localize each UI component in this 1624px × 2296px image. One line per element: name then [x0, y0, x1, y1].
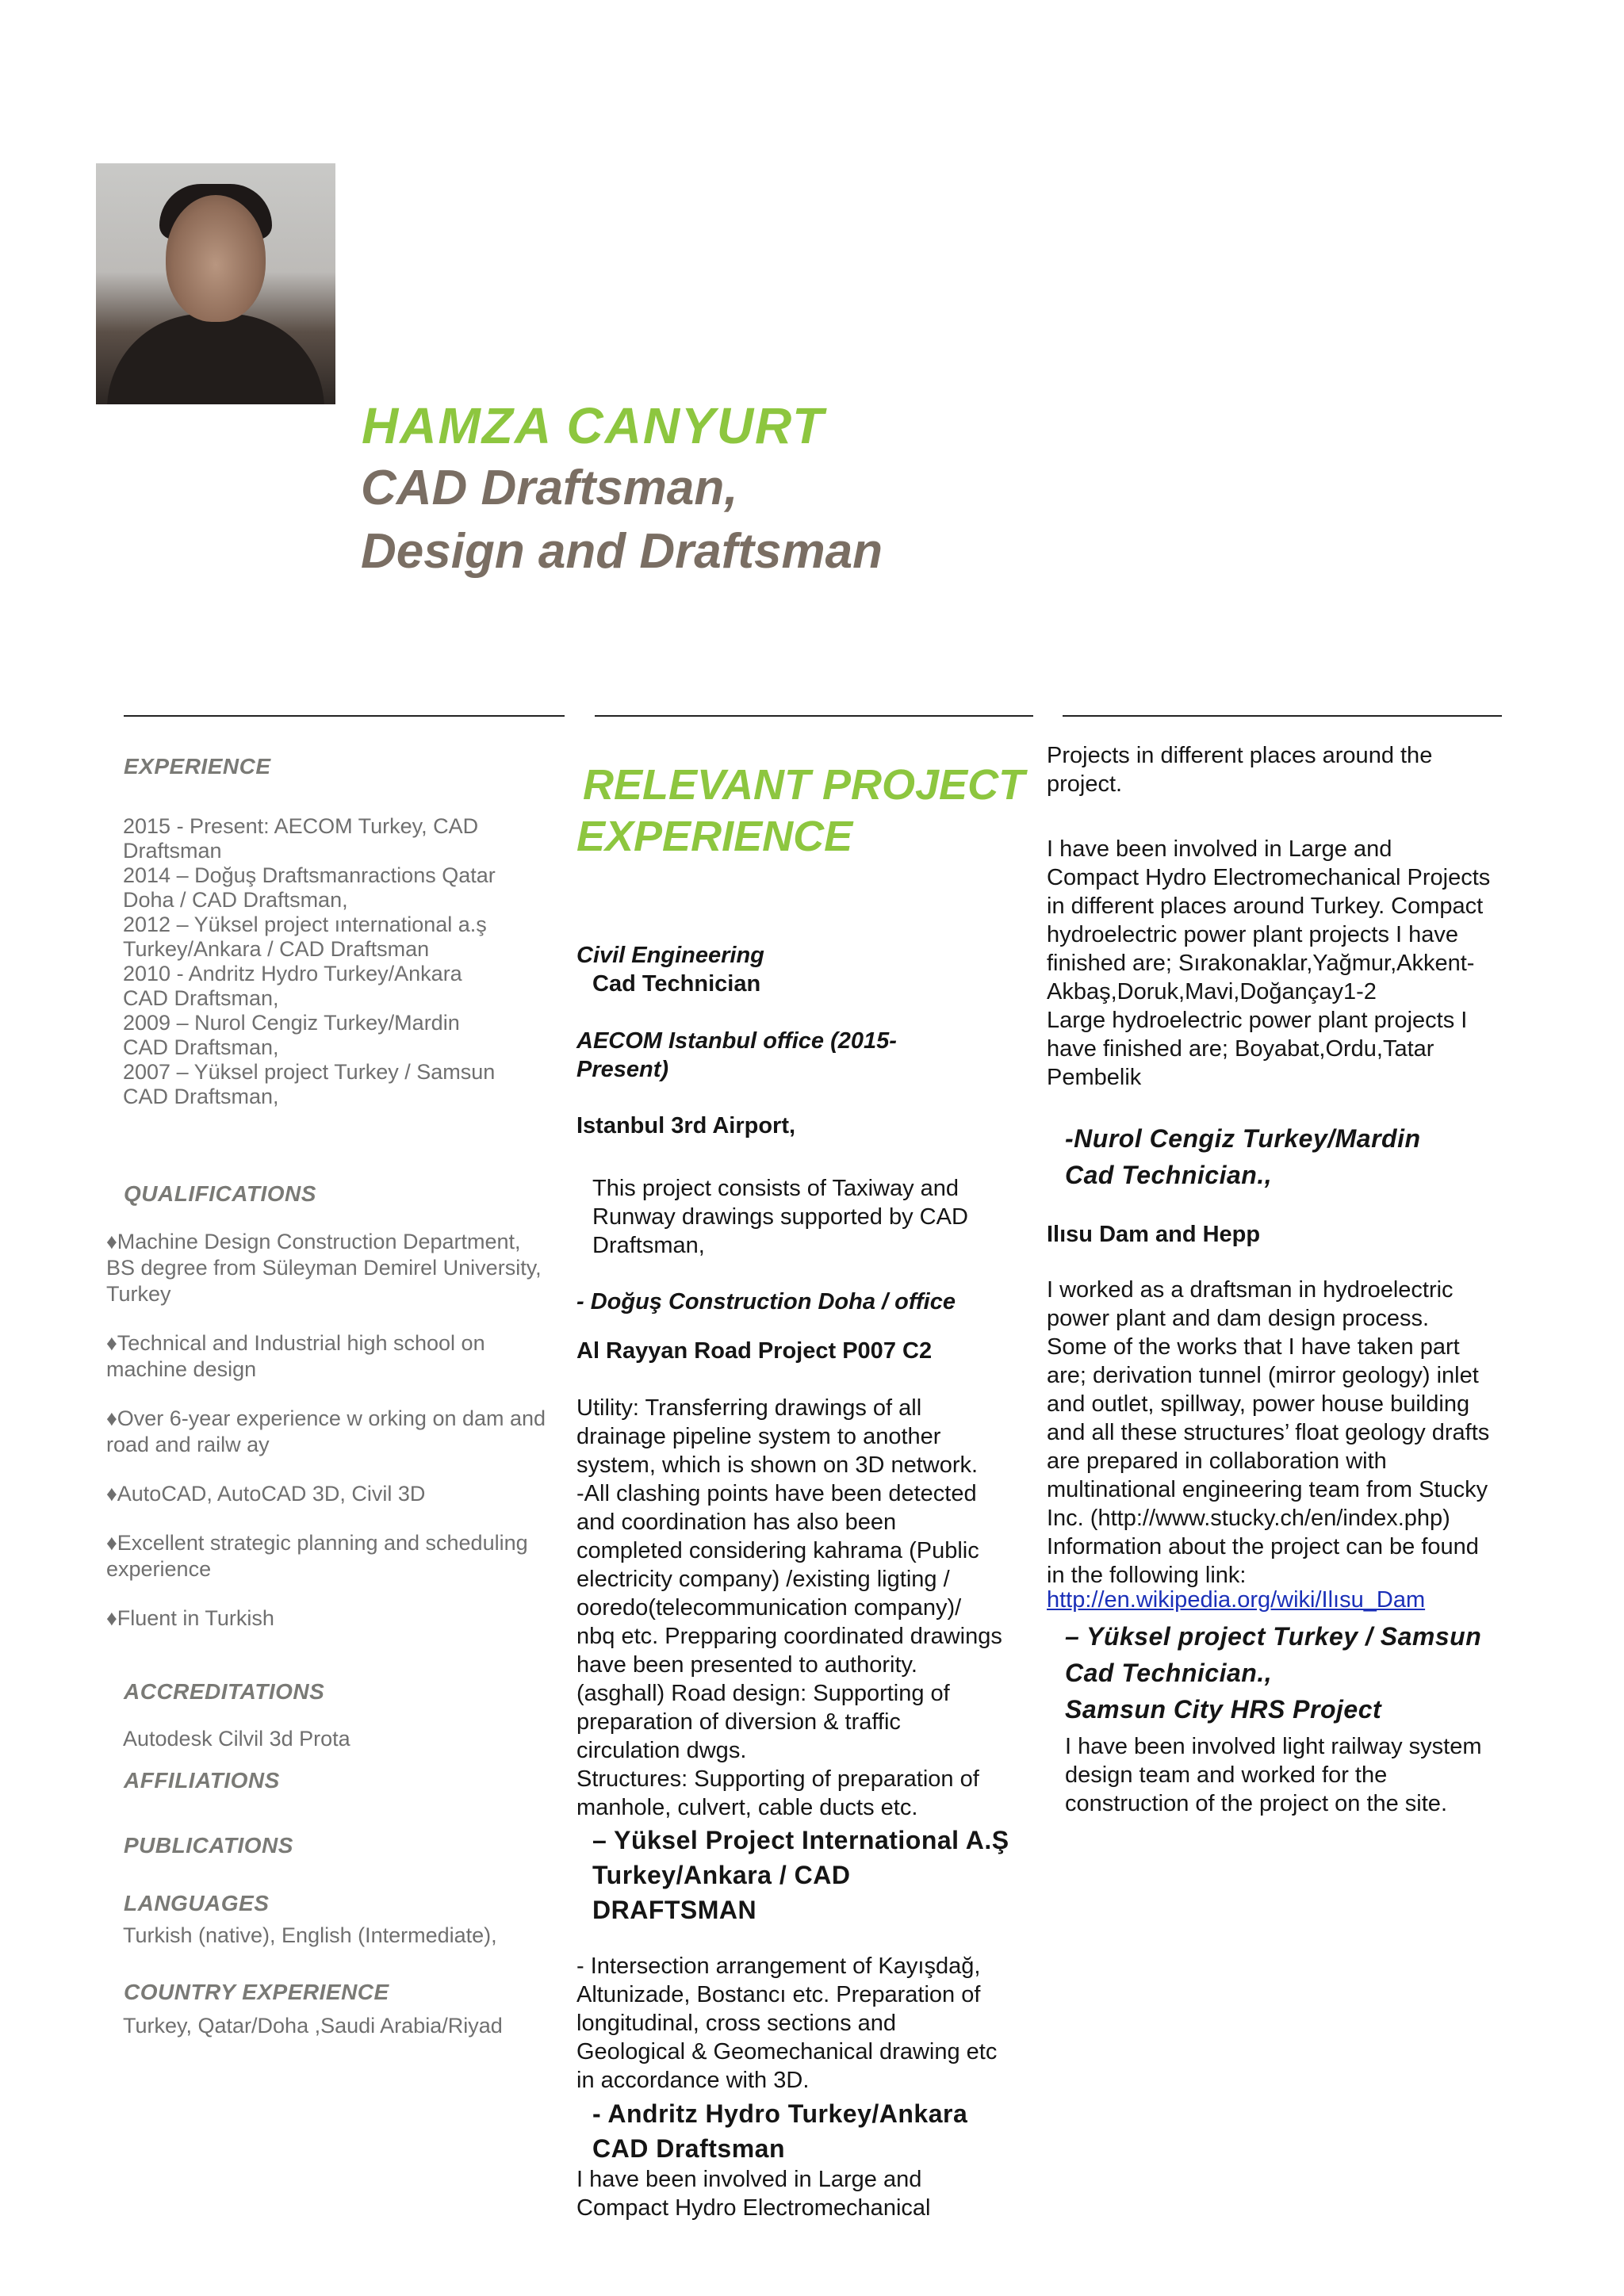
experience-line: Draftsman — [123, 839, 222, 863]
experience-line: 2012 – Yüksel project ınternational a.ş — [123, 913, 487, 936]
description-line: have finished are; Boyabat,Ordu,Tatar — [1047, 1036, 1434, 1062]
qualification-line: BS degree from Süleyman Demirel University, — [106, 1256, 542, 1280]
description-line: longitudinal, cross sections and — [576, 2011, 897, 2036]
experience-line: Doha / CAD Draftsman, — [123, 888, 348, 912]
description-line: I have been involved light railway system — [1065, 1734, 1482, 1759]
projects-places-text — [1047, 741, 1522, 798]
ilisu-title: Ilısu Dam and Hepp — [1047, 1222, 1261, 1247]
languages-title: LANGUAGES — [124, 1891, 270, 1915]
publications-title: PUBLICATIONS — [124, 1833, 293, 1858]
description-line: - Intersection arrangement of Kayışdağ, — [576, 1954, 981, 1979]
description-line: system, which is shown on 3D network. — [576, 1452, 979, 1478]
relevant-project-title-1: RELEVANT PROJECT — [583, 761, 1025, 809]
dogus-title: - Doğuş Construction Doha / office — [576, 1289, 956, 1314]
qualifications-title: QUALIFICATIONS — [124, 1181, 316, 1206]
yuksel-samsun-title-1: – Yüksel project Turkey / Samsun — [1065, 1622, 1482, 1651]
affiliations-title: AFFILIATIONS — [124, 1768, 280, 1793]
qualification-line: ♦ Machine Design Construction Department, — [106, 1229, 566, 1255]
description-line: Runway drawings supported by CAD — [592, 1204, 968, 1230]
description-line: multinational engineering team from Stucky — [1047, 1477, 1488, 1502]
qualification-item — [106, 1406, 566, 1458]
description-line: and outlet, spillway, power house building — [1047, 1391, 1470, 1417]
description-line: are prepared in collaboration with — [1047, 1448, 1387, 1474]
qualification-line: experience — [106, 1557, 212, 1581]
aecom-line-1: AECOM Istanbul office (2015- — [576, 1028, 897, 1054]
description-line: Geological & Geomechanical drawing etc — [576, 2039, 998, 2064]
description-line: and coordination has also been — [576, 1510, 897, 1535]
divider-left — [124, 715, 565, 717]
description-line: Altunizade, Bostancı etc. Preparation of — [576, 1982, 981, 2007]
heading-line: - Andritz Hydro Turkey/Ankara — [592, 2099, 968, 2128]
heading-line: DRAFTSMAN — [592, 1896, 757, 1924]
qualification-line: ♦ AutoCAD, AutoCAD 3D, Civil 3D — [106, 1481, 566, 1507]
description-line: Inc. (http://www.stucky.ch/en/index.php) — [1047, 1506, 1450, 1531]
ilisu-description — [1047, 1276, 1522, 1590]
andritz-heading — [592, 2096, 967, 2166]
civil-engineering-label: Civil Engineering — [576, 943, 764, 968]
heading-line: CAD Draftsman — [592, 2134, 785, 2163]
description-line: completed considering kahrama (Public — [576, 1538, 979, 1563]
description-line: Some of the works that I have taken part — [1047, 1334, 1460, 1360]
experience-line: Turkey/Ankara / CAD Draftsman — [123, 937, 430, 961]
divider-middle — [595, 715, 1033, 717]
experience-line: CAD Draftsman, — [123, 1035, 279, 1059]
description-line: Compact Hydro Electromechanical — [576, 2195, 931, 2221]
accreditations-title: ACCREDITATIONS — [124, 1679, 325, 1704]
description-line: Information about the project can be found — [1047, 1534, 1479, 1559]
qualification-item — [106, 1530, 566, 1582]
relevant-project-title-2: EXPERIENCE — [576, 813, 853, 860]
description-line: preparation of diversion & traffic — [576, 1709, 901, 1735]
airport-title: Istanbul 3rd Airport, — [576, 1113, 796, 1138]
airport-description — [592, 1174, 968, 1260]
description-line: in different places around Turkey. Compact — [1047, 894, 1484, 919]
experience-title: EXPERIENCE — [124, 754, 271, 779]
description-line: Draftsman, — [592, 1233, 705, 1258]
yuksel-project-heading — [592, 1823, 1009, 1927]
andritz-description — [576, 2165, 930, 2222]
experience-line: 2010 - Andritz Hydro Turkey/Ankara — [123, 962, 462, 985]
experience-line: 2009 – Nurol Cengiz Turkey/Mardin — [123, 1011, 460, 1035]
candidate-name: HAMZA CANYURT — [362, 397, 825, 454]
experience-list — [123, 814, 567, 1109]
nurol-title-2: Cad Technician., — [1065, 1161, 1273, 1189]
divider-right — [1063, 715, 1502, 717]
heading-line: – Yüksel Project International A.Ş — [592, 1826, 1009, 1854]
profile-photo — [96, 163, 335, 404]
description-line: circulation dwgs. — [576, 1738, 747, 1763]
intersection-description — [576, 1952, 1036, 2095]
light-rail-description — [1065, 1732, 1525, 1818]
description-line: Utility: Transferring drawings of all — [576, 1395, 922, 1421]
yuksel-samsun-title-3: Samsun City HRS Project — [1065, 1695, 1382, 1724]
country-experience-title: COUNTRY EXPERIENCE — [124, 1980, 389, 2004]
utility-description — [576, 1394, 1036, 1822]
description-line: Large hydroelectric power plant projects I — [1047, 1008, 1468, 1033]
qualification-item — [106, 1605, 566, 1632]
description-line: Akbaş,Doruk,Mavi,Doğançay1-2 — [1047, 979, 1377, 1004]
description-line: Compact Hydro Electromechanical Projects — [1047, 865, 1491, 890]
experience-line: 2007 – Yüksel project Turkey / Samsun — [123, 1060, 496, 1084]
experience-line: 2015 - Present: AECOM Turkey, CAD — [123, 814, 479, 838]
description-line: Structures: Supporting of preparation of — [576, 1766, 979, 1792]
languages-text: Turkish (native), English (Intermediate), — [123, 1923, 497, 1947]
cad-technician-label: Cad Technician — [592, 971, 761, 997]
description-line: (asghall) Road design: Supporting of — [576, 1681, 950, 1706]
qualification-item — [106, 1229, 566, 1307]
aecom-line-2: Present) — [576, 1057, 669, 1082]
qualification-line: machine design — [106, 1357, 257, 1381]
experience-line: CAD Draftsman, — [123, 1085, 279, 1108]
description-line: are; derivation tunnel (mirror geology) inlet — [1047, 1363, 1479, 1388]
description-line: I have been involved in Large and — [576, 2167, 922, 2192]
qualification-line: ♦ Technical and Industrial high school on — [106, 1330, 566, 1357]
yuksel-samsun-title-2: Cad Technician., — [1065, 1659, 1273, 1687]
description-line: nbq etc. Prepparing coordinated drawings — [576, 1624, 1002, 1649]
heading-line: Turkey/Ankara / CAD — [592, 1861, 851, 1889]
nurol-title-1: -Nurol Cengiz Turkey/Mardin — [1065, 1124, 1421, 1153]
accreditations-text: Autodesk Cilvil 3d Prota — [123, 1727, 350, 1751]
description-line: in accordance with 3D. — [576, 2068, 810, 2093]
description-line: construction of the project on the site. — [1065, 1791, 1447, 1816]
role-line-2: Design and Draftsman — [361, 524, 883, 579]
qualification-item — [106, 1481, 566, 1507]
description-line: I worked as a draftsman in hydroelectric — [1047, 1277, 1454, 1303]
description-line: hydroelectric power plant projects I have — [1047, 922, 1459, 947]
description-line: electricity company) /existing ligting / — [576, 1567, 950, 1592]
description-line: have been presented to authority. — [576, 1652, 917, 1678]
qualification-line: ♦ Over 6-year experience w orking on dam and — [106, 1406, 566, 1432]
description-line: -All clashing points have been detected — [576, 1481, 977, 1506]
description-line: This project consists of Taxiway and — [592, 1176, 959, 1201]
qualification-line: ♦ Fluent in Turkish — [106, 1605, 566, 1632]
description-line: I have been involved in Large and — [1047, 836, 1392, 862]
qualification-line: road and railw ay — [106, 1433, 270, 1456]
description-line: finished are; Sırakonaklar,Yağmur,Akkent- — [1047, 951, 1475, 976]
description-line: in the following link: — [1047, 1563, 1247, 1588]
wikipedia-link[interactable]: http://en.wikipedia.org/wiki/Ilısu_Dam — [1047, 1587, 1426, 1613]
experience-line: CAD Draftsman, — [123, 986, 279, 1010]
alrayyan-title: Al Rayyan Road Project P007 C2 — [576, 1338, 933, 1364]
description-line: Projects in different places around the — [1047, 743, 1433, 768]
experience-line: 2014 – Doğuş Draftsmanractions Qatar — [123, 863, 496, 887]
role-line-1: CAD Draftsman, — [361, 461, 738, 515]
description-line: Pembelik — [1047, 1065, 1142, 1090]
qualification-item — [106, 1330, 566, 1383]
description-line: ooredo(telecommunication company)/ — [576, 1595, 962, 1621]
description-line: project. — [1047, 771, 1123, 797]
description-line: design team and worked for the — [1065, 1762, 1388, 1788]
description-line: power plant and dam design process. — [1047, 1306, 1430, 1331]
involved-description — [1047, 835, 1522, 1092]
qualifications-list — [106, 1229, 566, 1632]
qualification-line: Turkey — [106, 1282, 171, 1306]
description-line: drainage pipeline system to another — [576, 1424, 941, 1449]
country-experience-text: Turkey, Qatar/Doha ,Saudi Arabia/Riyad — [123, 2014, 503, 2038]
description-line: manhole, culvert, cable ducts etc. — [576, 1795, 918, 1820]
description-line: and all these structures’ float geology drafts — [1047, 1420, 1490, 1445]
qualification-line: ♦ Excellent strategic planning and scheduling — [106, 1530, 566, 1556]
